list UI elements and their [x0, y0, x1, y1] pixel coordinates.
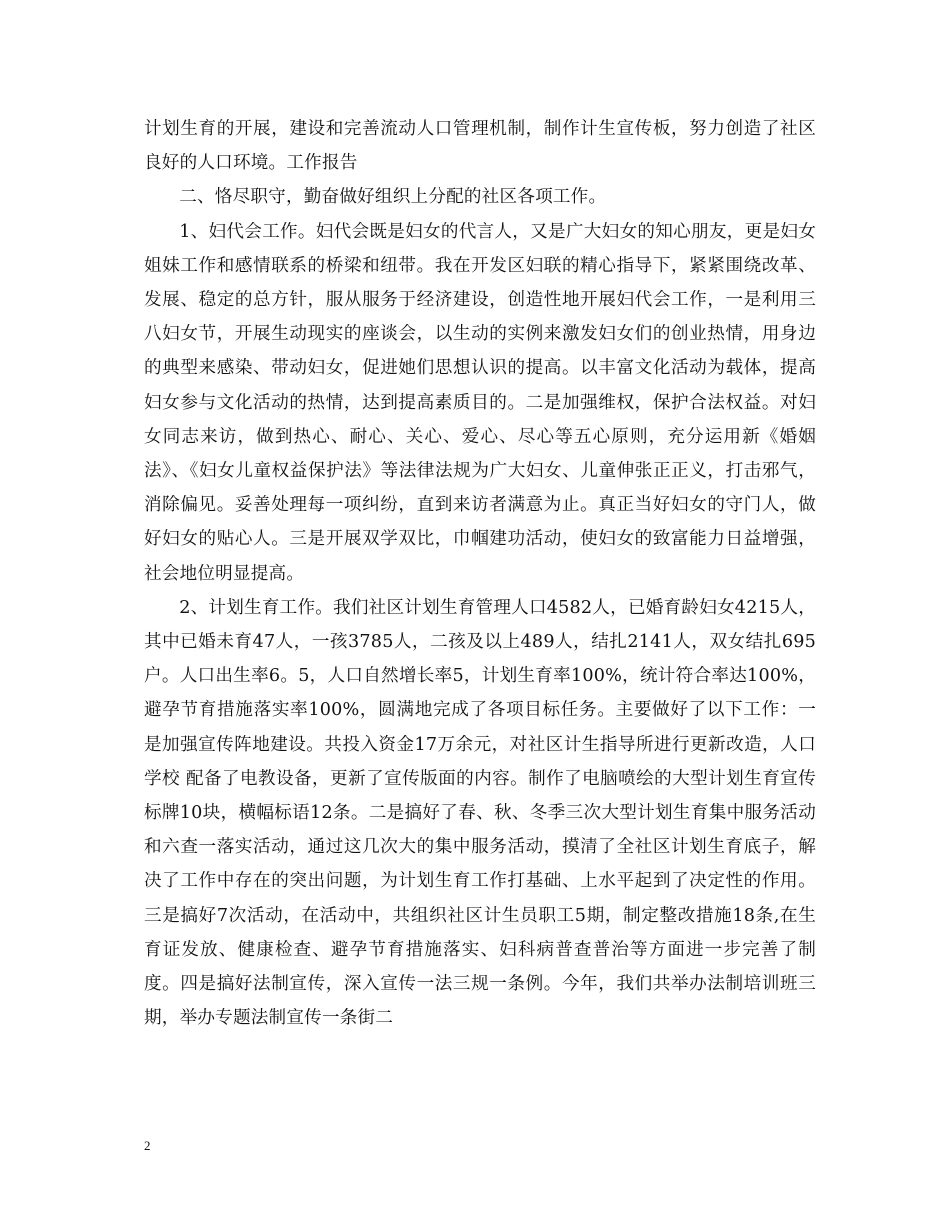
paragraph-1: 计划生育的开展，建设和完善流动人口管理机制，制作计生宣传板，努力创造了社区良好的人口环境。工作报告	[144, 119, 816, 174]
paragraph-4: 2、计划生育工作。我们社区计划生育管理人口4582人，已婚育龄妇女4215人，其中已婚未育47人，一孩3785人，二孩及以上489人，结扎2141人，双女结扎695户。人口出生率6。5，人口自然增长率5，计划生育率100%，统计符合率达100%，避孕节育措施落实率100%，圆满地完成了各项目标任务。主要做好了以下工作：一是加强宣传阵地建设。共投入资金17万余元，对社区计生指导所进行更新改造，人口学校 配备了电教设备，更新了宣传版面的内容。制作了电脑喷绘的大型计划生育宣传标牌10块，横幅标语12条。二是搞好了春、秋、冬季三次大型计划生育集中服务活动和六查一落实活动，通过这几次大的集中服务活动，摸清了全社区计划生育底子，解决了工作中存在的突出问题，为计划生育工作打基础、上水平起到了决定性的作用。三是搞好7次活动，在活动中，共组织社区计生员职工5期，制定整改措施18条,在生育证发放、健康检查、避孕节育措施落实、妇科病普查普治等方面进一步完善了制度。四是搞好法制宣传，深入宣传一法三规一条例。今年，我们共举办法制培训班三期，举办专题法制宣传一条街二	[144, 597, 816, 1029]
page-number: 2	[144, 1138, 151, 1153]
paragraph-2: 二、恪尽职守，勤奋做好组织上分配的社区各项工作。	[179, 187, 607, 208]
document-body	[144, 112, 816, 1035]
paragraph-3: 1、妇代会工作。妇代会既是妇女的代言人，又是广大妇女的知心朋友，更是妇女姐妹工作和感情联系的桥梁和纽带。我在开发区妇联的精心指导下，紧紧围绕改革、发展、稳定的总方针，服从服务于经济建设，创造性地开展妇代会工作，一是利用三八妇女节，开展生动现实的座谈会，以生动的实例来激发妇女们的创业热情，用身边的典型来感染、带动妇女，促进她们思想认识的提高。以丰富文化活动为载体，提高妇女参与文化活动的热情，达到提高素质目的。二是加强维权，保护合法权益。对妇女同志来访，做到热心、耐心、关心、爱心、尽心等五心原则，充分运用新《婚姻法》、《妇女儿童权益保护法》等法律法规为广大妇女、儿童伸张正正义，打击邪气，消除偏见。妥善处理每一项纠纷，直到来访者满意为止。真正当好妇女的守门人，做好妇女的贴心人。三是开展双学双比，巾帼建功活动，使妇女的致富能力日益增强，社会地位明显提高。	[144, 221, 816, 584]
